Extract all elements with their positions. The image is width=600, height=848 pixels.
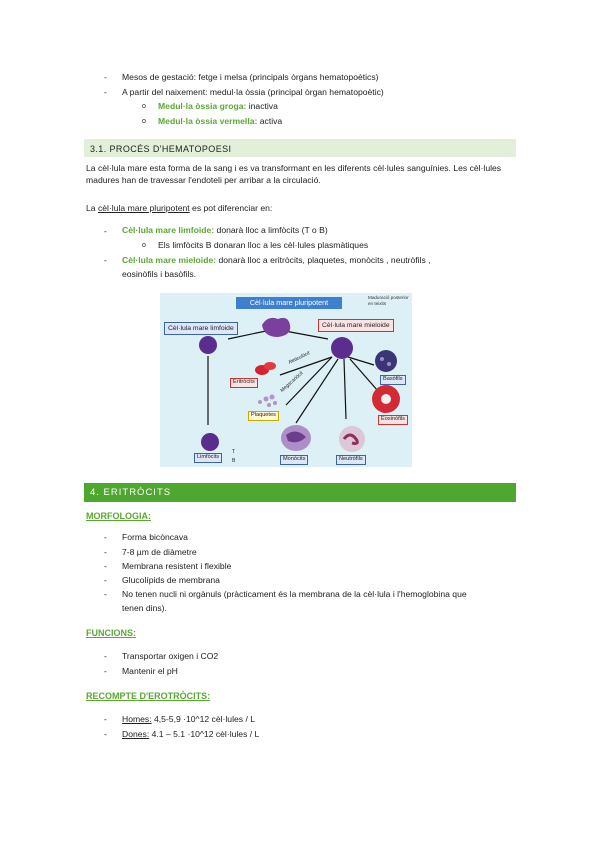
section-title: 4. ERITRÒCITS <box>90 487 172 498</box>
neutrophil-icon <box>339 426 365 452</box>
subheading: RECOMPTE D'EROTRÒCITS: <box>86 691 211 701</box>
section-title: 3.1. PROCÉS D'HEMATOPOESI <box>90 144 232 154</box>
bullet-dash: - <box>104 532 107 542</box>
item-text: donarà lloc a eritròcits, plaquetes, monòcits , neutròfils , <box>216 255 431 265</box>
bullet-circle: o <box>142 118 146 125</box>
list-item <box>122 225 328 237</box>
list-item: No tenen nucli ni orgànuls (pràcticament és la membrana de la cèl·lula i l'hemoglobina que <box>122 589 467 599</box>
bullet-dash: - <box>104 547 107 557</box>
paragraph <box>86 203 516 215</box>
item-label: Homes: <box>122 714 152 724</box>
list-item: Mantenir el pH <box>122 666 178 676</box>
basophil-icon <box>375 350 397 372</box>
sub-list-item <box>158 101 278 113</box>
item-text: 4,5-5,9 ·10^12 cèl·lules / L <box>151 714 256 724</box>
eosinophils-label: Eosinòfils <box>378 415 408 425</box>
section-heading-bar <box>84 139 516 157</box>
myeloid-label: Cèl·lula mare mieloide <box>318 319 394 332</box>
diagram-title-box: Cèl·lula mare pluripotent <box>236 297 342 309</box>
item-label: Dones: <box>122 729 150 739</box>
sub-list-item: Els limfòcits B donaran lloc a les cèl·lules plasmàtiques <box>158 240 369 250</box>
list-item <box>122 729 259 741</box>
bullet-dash: - <box>104 72 107 82</box>
diagram-legend: Maduració posterior en teixits <box>368 295 409 306</box>
t-cell-label: T <box>232 449 236 455</box>
arrow <box>285 331 328 339</box>
list-item: Transportar oxigen i CO2 <box>122 651 219 661</box>
bullet-dash: - <box>104 575 107 585</box>
stem-cell-icon <box>262 318 290 337</box>
list-item: A partir del naixement: medul·la òssia (principal òrgan hematopoètic) <box>122 87 384 97</box>
bullet-dash: - <box>104 255 107 265</box>
neutrophils-label: Neutròfils <box>336 455 366 465</box>
paragraph: La cèl·lula mare esta forma de la sang i es va transformant en les diferents cèl·lules sanguínies. Les cèl·lules madures han de travessar l'endoteli per arribar a la circulació. <box>86 163 502 185</box>
section-heading-bar <box>84 483 516 502</box>
bullet-dash: - <box>104 589 107 599</box>
lymphoid-cell-icon <box>199 336 217 354</box>
lymphoid-label: Cèl·lula mare limfoide <box>164 322 238 335</box>
hematopoiesis-diagram <box>160 293 412 467</box>
list-item <box>122 255 518 267</box>
list-item-continuation: tenen dins). <box>122 603 167 613</box>
megakaryocyte-label: Megacariòcit <box>279 370 305 394</box>
platelets-label: Plaquetes <box>248 411 279 421</box>
arrow <box>350 359 378 391</box>
text: es pot diferenciar en: <box>189 203 273 213</box>
erythrocytes-label: Eritròcits <box>230 378 258 388</box>
subheading: FUNCIONS: <box>86 628 136 638</box>
list-item-continuation: eosinòfils i basòfils. <box>122 269 197 279</box>
text: La <box>86 203 98 213</box>
erythrocyte-icon <box>264 362 276 370</box>
bullet-dash: - <box>104 87 107 97</box>
item-label: Medul·la òssia vermella: <box>158 116 258 126</box>
lymphocyte-icon <box>201 433 219 451</box>
lymphocytes-label: Limfòcits <box>194 453 222 463</box>
basophils-label: Basòfils <box>380 375 406 385</box>
arrow <box>344 359 346 419</box>
monocytes-label: Monòcits <box>280 455 308 465</box>
subheading: MORFOLOGIA: <box>86 511 151 521</box>
underlined-term: cèl·lula mare pluripotent <box>97 203 190 213</box>
bullet-dash: - <box>104 651 107 661</box>
bullet-circle: o <box>142 103 146 110</box>
bullet-dash: - <box>104 714 107 724</box>
list-item: Membrana resistent i flexible <box>122 561 232 571</box>
platelets-icon <box>258 395 277 408</box>
list-item: Mesos de gestació: fetge i melsa (principals òrgans hematopoètics) <box>122 72 379 82</box>
bullet-circle: o <box>142 242 146 249</box>
bullet-dash: - <box>104 666 107 676</box>
myeloid-cell-icon <box>331 337 353 359</box>
item-text: donarà lloc a limfòcits (T o B) <box>214 225 328 235</box>
list-item: 7-8 µm de diàmetre <box>122 547 197 557</box>
item-text: inactiva <box>246 101 278 111</box>
item-label: Cèl·lula mare mieloide: <box>122 255 217 265</box>
list-item: Glucolípids de membrana <box>122 575 220 585</box>
item-text: activa <box>257 116 283 126</box>
b-cell-label: B <box>232 458 236 464</box>
sub-list-item <box>158 116 282 128</box>
list-item <box>122 714 255 726</box>
reticulocyte-label: Reticulòcit <box>287 350 312 366</box>
bullet-dash: - <box>104 561 107 571</box>
item-text: 4.1 – 5.1 ·10^12 cèl·lules / L <box>149 729 260 739</box>
list-item: Forma bicòncava <box>122 532 188 542</box>
bullet-dash: - <box>104 226 107 236</box>
arrow <box>296 359 338 423</box>
item-label: Cèl·lula mare limfoide: <box>122 225 215 235</box>
bullet-dash: - <box>104 729 107 739</box>
item-label: Medul·la òssia groga: <box>158 101 247 111</box>
